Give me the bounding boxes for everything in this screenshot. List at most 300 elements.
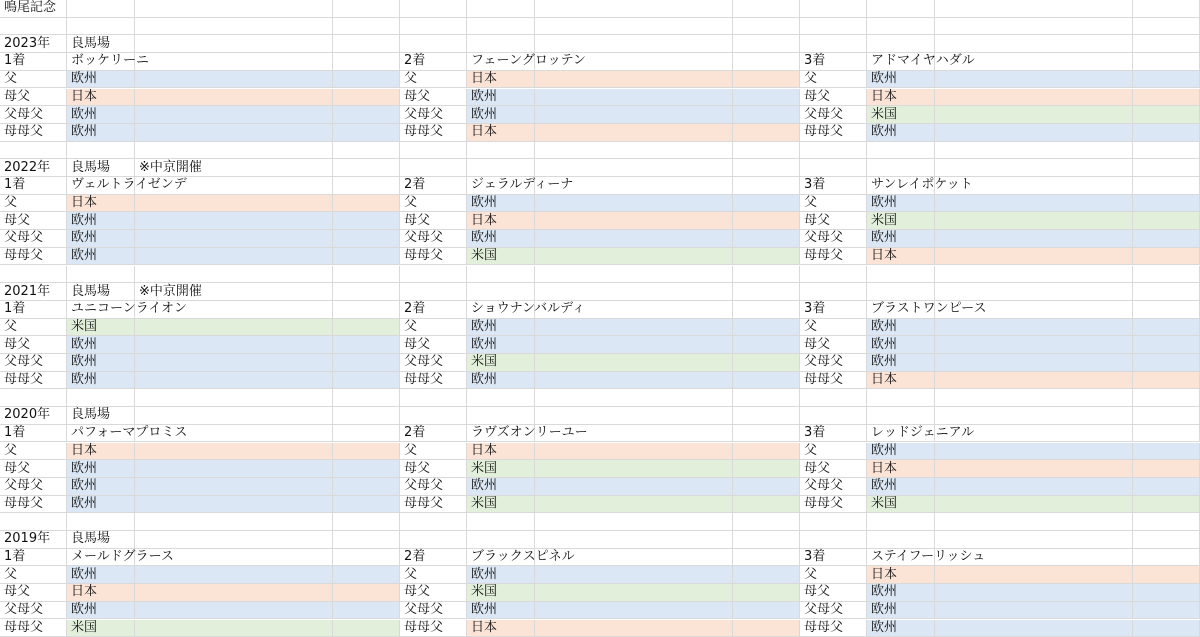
cell[interactable] [400,89,467,107]
cell[interactable] [467,0,535,18]
cell[interactable] [535,301,733,319]
cell[interactable] [800,389,867,407]
pedigree-row[interactable] [867,195,935,213]
cell[interactable] [800,531,867,549]
cell[interactable] [467,18,535,36]
cell[interactable] [535,354,733,372]
cell[interactable] [800,513,867,531]
cell[interactable] [0,0,67,18]
cell[interactable] [733,513,800,531]
pedigree-row[interactable] [67,71,135,89]
cell[interactable] [467,425,588,443]
cell[interactable] [733,496,800,514]
pedigree-row[interactable] [467,602,535,620]
cell[interactable] [467,177,574,195]
cell[interactable] [535,389,733,407]
pedigree-row[interactable] [67,620,135,637]
cell[interactable] [935,35,1133,53]
cell[interactable] [733,425,800,443]
cell[interactable] [135,177,333,195]
cell[interactable] [733,549,800,567]
cell[interactable] [135,319,333,337]
cell[interactable] [535,212,733,230]
cell[interactable] [0,142,67,160]
cell[interactable] [935,319,1133,337]
cell[interactable] [135,425,333,443]
cell[interactable] [535,18,733,36]
cell[interactable] [400,389,467,407]
cell[interactable] [1133,354,1200,372]
cell[interactable] [733,566,800,584]
cell[interactable] [400,425,467,443]
cell[interactable] [0,35,67,53]
cell[interactable] [535,319,733,337]
pedigree-row[interactable] [867,124,935,142]
cell[interactable] [800,354,867,372]
cell[interactable] [135,372,333,390]
cell[interactable] [867,177,973,195]
cell[interactable] [733,319,800,337]
cell[interactable] [733,301,800,319]
cell[interactable] [800,301,867,319]
cell[interactable] [135,142,333,160]
cell[interactable] [400,301,467,319]
cell[interactable] [800,496,867,514]
cell[interactable] [935,389,1133,407]
cell[interactable] [333,53,400,71]
cell[interactable] [400,18,467,36]
cell[interactable] [0,389,67,407]
cell[interactable] [333,195,400,213]
cell[interactable] [67,301,187,319]
cell[interactable] [935,513,1133,531]
cell[interactable] [400,496,467,514]
cell[interactable] [935,531,1133,549]
cell[interactable] [333,496,400,514]
cell[interactable] [800,195,867,213]
pedigree-row[interactable] [867,478,935,496]
cell[interactable] [333,584,400,602]
cell[interactable] [400,248,467,266]
cell[interactable] [67,425,188,443]
cell[interactable] [0,620,67,637]
cell[interactable] [333,106,400,124]
pedigree-row[interactable] [467,124,535,142]
cell[interactable] [800,18,867,36]
cell[interactable] [867,18,935,36]
cell[interactable] [67,177,187,195]
pedigree-row[interactable] [67,496,135,514]
cell[interactable] [333,319,400,337]
cell[interactable] [333,230,400,248]
cell[interactable] [333,212,400,230]
cell[interactable] [1133,159,1200,177]
cell[interactable] [733,602,800,620]
cell[interactable] [867,283,935,301]
cell[interactable] [535,566,733,584]
cell[interactable] [67,513,135,531]
pedigree-row[interactable] [67,566,135,584]
cell[interactable] [333,124,400,142]
cell[interactable] [800,549,867,567]
cell[interactable] [0,71,67,89]
cell[interactable] [400,142,467,160]
cell[interactable] [935,301,1133,319]
cell[interactable] [67,0,135,18]
cell[interactable] [135,18,333,36]
cell[interactable] [333,283,400,301]
pedigree-row[interactable] [67,443,135,461]
cell[interactable] [333,159,400,177]
pedigree-row[interactable] [67,478,135,496]
cell[interactable] [800,566,867,584]
pedigree-row[interactable] [867,354,935,372]
cell[interactable] [0,248,67,266]
cell[interactable] [0,531,67,549]
cell[interactable] [867,266,935,284]
cell[interactable] [935,266,1133,284]
cell[interactable] [800,372,867,390]
cell[interactable] [0,89,67,107]
cell[interactable] [333,248,400,266]
pedigree-row[interactable] [867,372,935,390]
cell[interactable] [800,212,867,230]
cell[interactable] [0,549,67,567]
cell[interactable] [800,266,867,284]
cell[interactable] [0,460,67,478]
cell[interactable] [800,248,867,266]
cell[interactable] [467,389,535,407]
cell[interactable] [535,195,733,213]
pedigree-row[interactable] [67,319,135,337]
cell[interactable] [800,283,867,301]
cell[interactable] [333,89,400,107]
cell[interactable] [135,212,333,230]
cell[interactable] [1133,407,1200,425]
cell[interactable] [935,478,1133,496]
pedigree-row[interactable] [867,496,935,514]
cell[interactable] [733,35,800,53]
cell[interactable] [135,124,333,142]
pedigree-row[interactable] [67,584,135,602]
cell[interactable] [800,106,867,124]
cell[interactable] [935,53,1133,71]
pedigree-row[interactable] [867,443,935,461]
pedigree-row[interactable] [867,71,935,89]
cell[interactable] [467,301,586,319]
pedigree-row[interactable] [867,319,935,337]
cell[interactable] [400,620,467,637]
cell[interactable] [935,283,1133,301]
cell[interactable] [733,584,800,602]
cell[interactable] [400,71,467,89]
cell[interactable] [935,549,1133,567]
cell[interactable] [135,513,333,531]
cell[interactable] [400,35,467,53]
cell[interactable] [935,195,1133,213]
cell[interactable] [733,124,800,142]
cell[interactable] [867,513,935,531]
pedigree-row[interactable] [67,230,135,248]
cell[interactable] [800,71,867,89]
pedigree-row[interactable] [67,195,135,213]
cell[interactable] [935,602,1133,620]
pedigree-row[interactable] [67,212,135,230]
cell[interactable] [733,212,800,230]
cell[interactable] [800,0,867,18]
cell[interactable] [800,602,867,620]
cell[interactable] [333,18,400,36]
cell[interactable] [0,124,67,142]
cell[interactable] [333,0,400,18]
cell[interactable] [935,372,1133,390]
cell[interactable] [867,389,935,407]
cell[interactable] [333,425,400,443]
cell[interactable] [535,602,733,620]
cell[interactable] [135,71,333,89]
cell[interactable] [733,407,800,425]
cell[interactable] [135,230,333,248]
cell[interactable] [400,478,467,496]
pedigree-row[interactable] [467,71,535,89]
cell[interactable] [400,336,467,354]
cell[interactable] [535,584,733,602]
cell[interactable] [467,266,535,284]
pedigree-row[interactable] [467,354,535,372]
cell[interactable] [1133,106,1200,124]
cell[interactable] [135,89,333,107]
cell[interactable] [935,425,1133,443]
cell[interactable] [1133,142,1200,160]
cell[interactable] [935,584,1133,602]
cell[interactable] [400,354,467,372]
cell[interactable] [0,407,67,425]
cell[interactable] [1133,301,1200,319]
cell[interactable] [400,566,467,584]
cell[interactable] [1133,372,1200,390]
pedigree-row[interactable] [867,584,935,602]
cell[interactable] [1133,620,1200,637]
cell[interactable] [535,283,733,301]
cell[interactable] [867,301,987,319]
cell[interactable] [135,248,333,266]
cell[interactable] [0,513,67,531]
cell[interactable] [800,460,867,478]
cell[interactable] [400,531,467,549]
cell[interactable] [467,53,586,71]
cell[interactable] [733,0,800,18]
pedigree-row[interactable] [867,602,935,620]
cell[interactable] [467,531,535,549]
cell[interactable] [0,106,67,124]
pedigree-row[interactable] [67,106,135,124]
cell[interactable] [400,266,467,284]
cell[interactable] [400,460,467,478]
cell[interactable] [535,266,733,284]
cell[interactable] [867,35,935,53]
cell[interactable] [535,620,733,637]
cell[interactable] [1133,195,1200,213]
cell[interactable] [535,496,733,514]
cell[interactable] [135,0,333,18]
cell[interactable] [0,566,67,584]
cell[interactable] [333,460,400,478]
cell[interactable] [400,319,467,337]
pedigree-row[interactable] [467,106,535,124]
pedigree-row[interactable] [467,460,535,478]
cell[interactable] [1133,460,1200,478]
pedigree-row[interactable] [867,460,935,478]
pedigree-row[interactable] [867,230,935,248]
pedigree-row[interactable] [467,319,535,337]
cell[interactable] [1133,35,1200,53]
cell[interactable] [135,106,333,124]
cell[interactable] [67,531,135,549]
cell[interactable] [733,195,800,213]
pedigree-row[interactable] [467,620,535,637]
cell[interactable] [800,230,867,248]
cell[interactable] [0,301,67,319]
cell[interactable] [135,443,333,461]
cell[interactable] [1133,71,1200,89]
cell[interactable] [400,513,467,531]
cell[interactable] [935,177,1133,195]
cell[interactable] [733,230,800,248]
pedigree-row[interactable] [467,230,535,248]
cell[interactable] [1133,566,1200,584]
pedigree-row[interactable] [467,212,535,230]
cell[interactable] [135,389,333,407]
cell[interactable] [935,159,1133,177]
cell[interactable] [535,177,733,195]
cell[interactable] [67,53,150,71]
cell[interactable] [400,283,467,301]
cell[interactable] [935,354,1133,372]
cell[interactable] [800,124,867,142]
cell[interactable] [135,478,333,496]
cell[interactable] [467,407,535,425]
cell[interactable] [135,195,333,213]
cell[interactable] [733,142,800,160]
cell[interactable] [333,71,400,89]
pedigree-row[interactable] [67,248,135,266]
cell[interactable] [400,602,467,620]
cell[interactable] [535,0,733,18]
pedigree-row[interactable] [867,620,935,637]
cell[interactable] [867,425,975,443]
cell[interactable] [733,336,800,354]
pedigree-row[interactable] [867,106,935,124]
cell[interactable] [467,283,535,301]
cell[interactable] [67,142,135,160]
cell[interactable] [535,372,733,390]
cell[interactable] [135,35,333,53]
cell[interactable] [67,159,135,177]
cell[interactable] [400,372,467,390]
cell[interactable] [535,425,733,443]
cell[interactable] [0,496,67,514]
cell[interactable] [800,620,867,637]
cell[interactable] [535,230,733,248]
cell[interactable] [935,566,1133,584]
cell[interactable] [1133,549,1200,567]
cell[interactable] [800,142,867,160]
cell[interactable] [935,89,1133,107]
cell[interactable] [400,177,467,195]
cell[interactable] [135,566,333,584]
cell[interactable] [733,531,800,549]
cell[interactable] [800,407,867,425]
cell[interactable] [1133,230,1200,248]
cell[interactable] [67,549,174,567]
cell[interactable] [867,53,975,71]
cell[interactable] [333,354,400,372]
cell[interactable] [867,407,935,425]
pedigree-row[interactable] [467,336,535,354]
cell[interactable] [400,53,467,71]
cell[interactable] [0,266,67,284]
cell[interactable] [800,89,867,107]
pedigree-row[interactable] [67,372,135,390]
cell[interactable] [800,425,867,443]
cell[interactable] [333,566,400,584]
cell[interactable] [0,478,67,496]
cell[interactable] [800,53,867,71]
cell[interactable] [800,443,867,461]
pedigree-row[interactable] [67,124,135,142]
cell[interactable] [400,549,467,567]
cell[interactable] [135,159,333,177]
cell[interactable] [935,230,1133,248]
pedigree-row[interactable] [67,354,135,372]
cell[interactable] [1133,531,1200,549]
cell[interactable] [333,301,400,319]
cell[interactable] [333,513,400,531]
cell[interactable] [1133,336,1200,354]
cell[interactable] [733,266,800,284]
cell[interactable] [1133,602,1200,620]
cell[interactable] [535,478,733,496]
cell[interactable] [0,372,67,390]
cell[interactable] [800,159,867,177]
cell[interactable] [733,177,800,195]
cell[interactable] [733,389,800,407]
cell[interactable] [0,283,67,301]
pedigree-row[interactable] [867,89,935,107]
cell[interactable] [1133,584,1200,602]
cell[interactable] [1133,0,1200,18]
cell[interactable] [1133,266,1200,284]
cell[interactable] [800,319,867,337]
pedigree-row[interactable] [67,602,135,620]
pedigree-row[interactable] [467,372,535,390]
cell[interactable] [1133,478,1200,496]
cell[interactable] [800,336,867,354]
cell[interactable] [1133,443,1200,461]
pedigree-row[interactable] [867,336,935,354]
cell[interactable] [67,266,135,284]
cell[interactable] [0,336,67,354]
cell[interactable] [333,35,400,53]
cell[interactable] [535,159,733,177]
cell[interactable] [135,301,333,319]
cell[interactable] [135,584,333,602]
cell[interactable] [535,71,733,89]
cell[interactable] [1133,212,1200,230]
cell[interactable] [733,620,800,637]
cell[interactable] [0,443,67,461]
pedigree-row[interactable] [67,336,135,354]
